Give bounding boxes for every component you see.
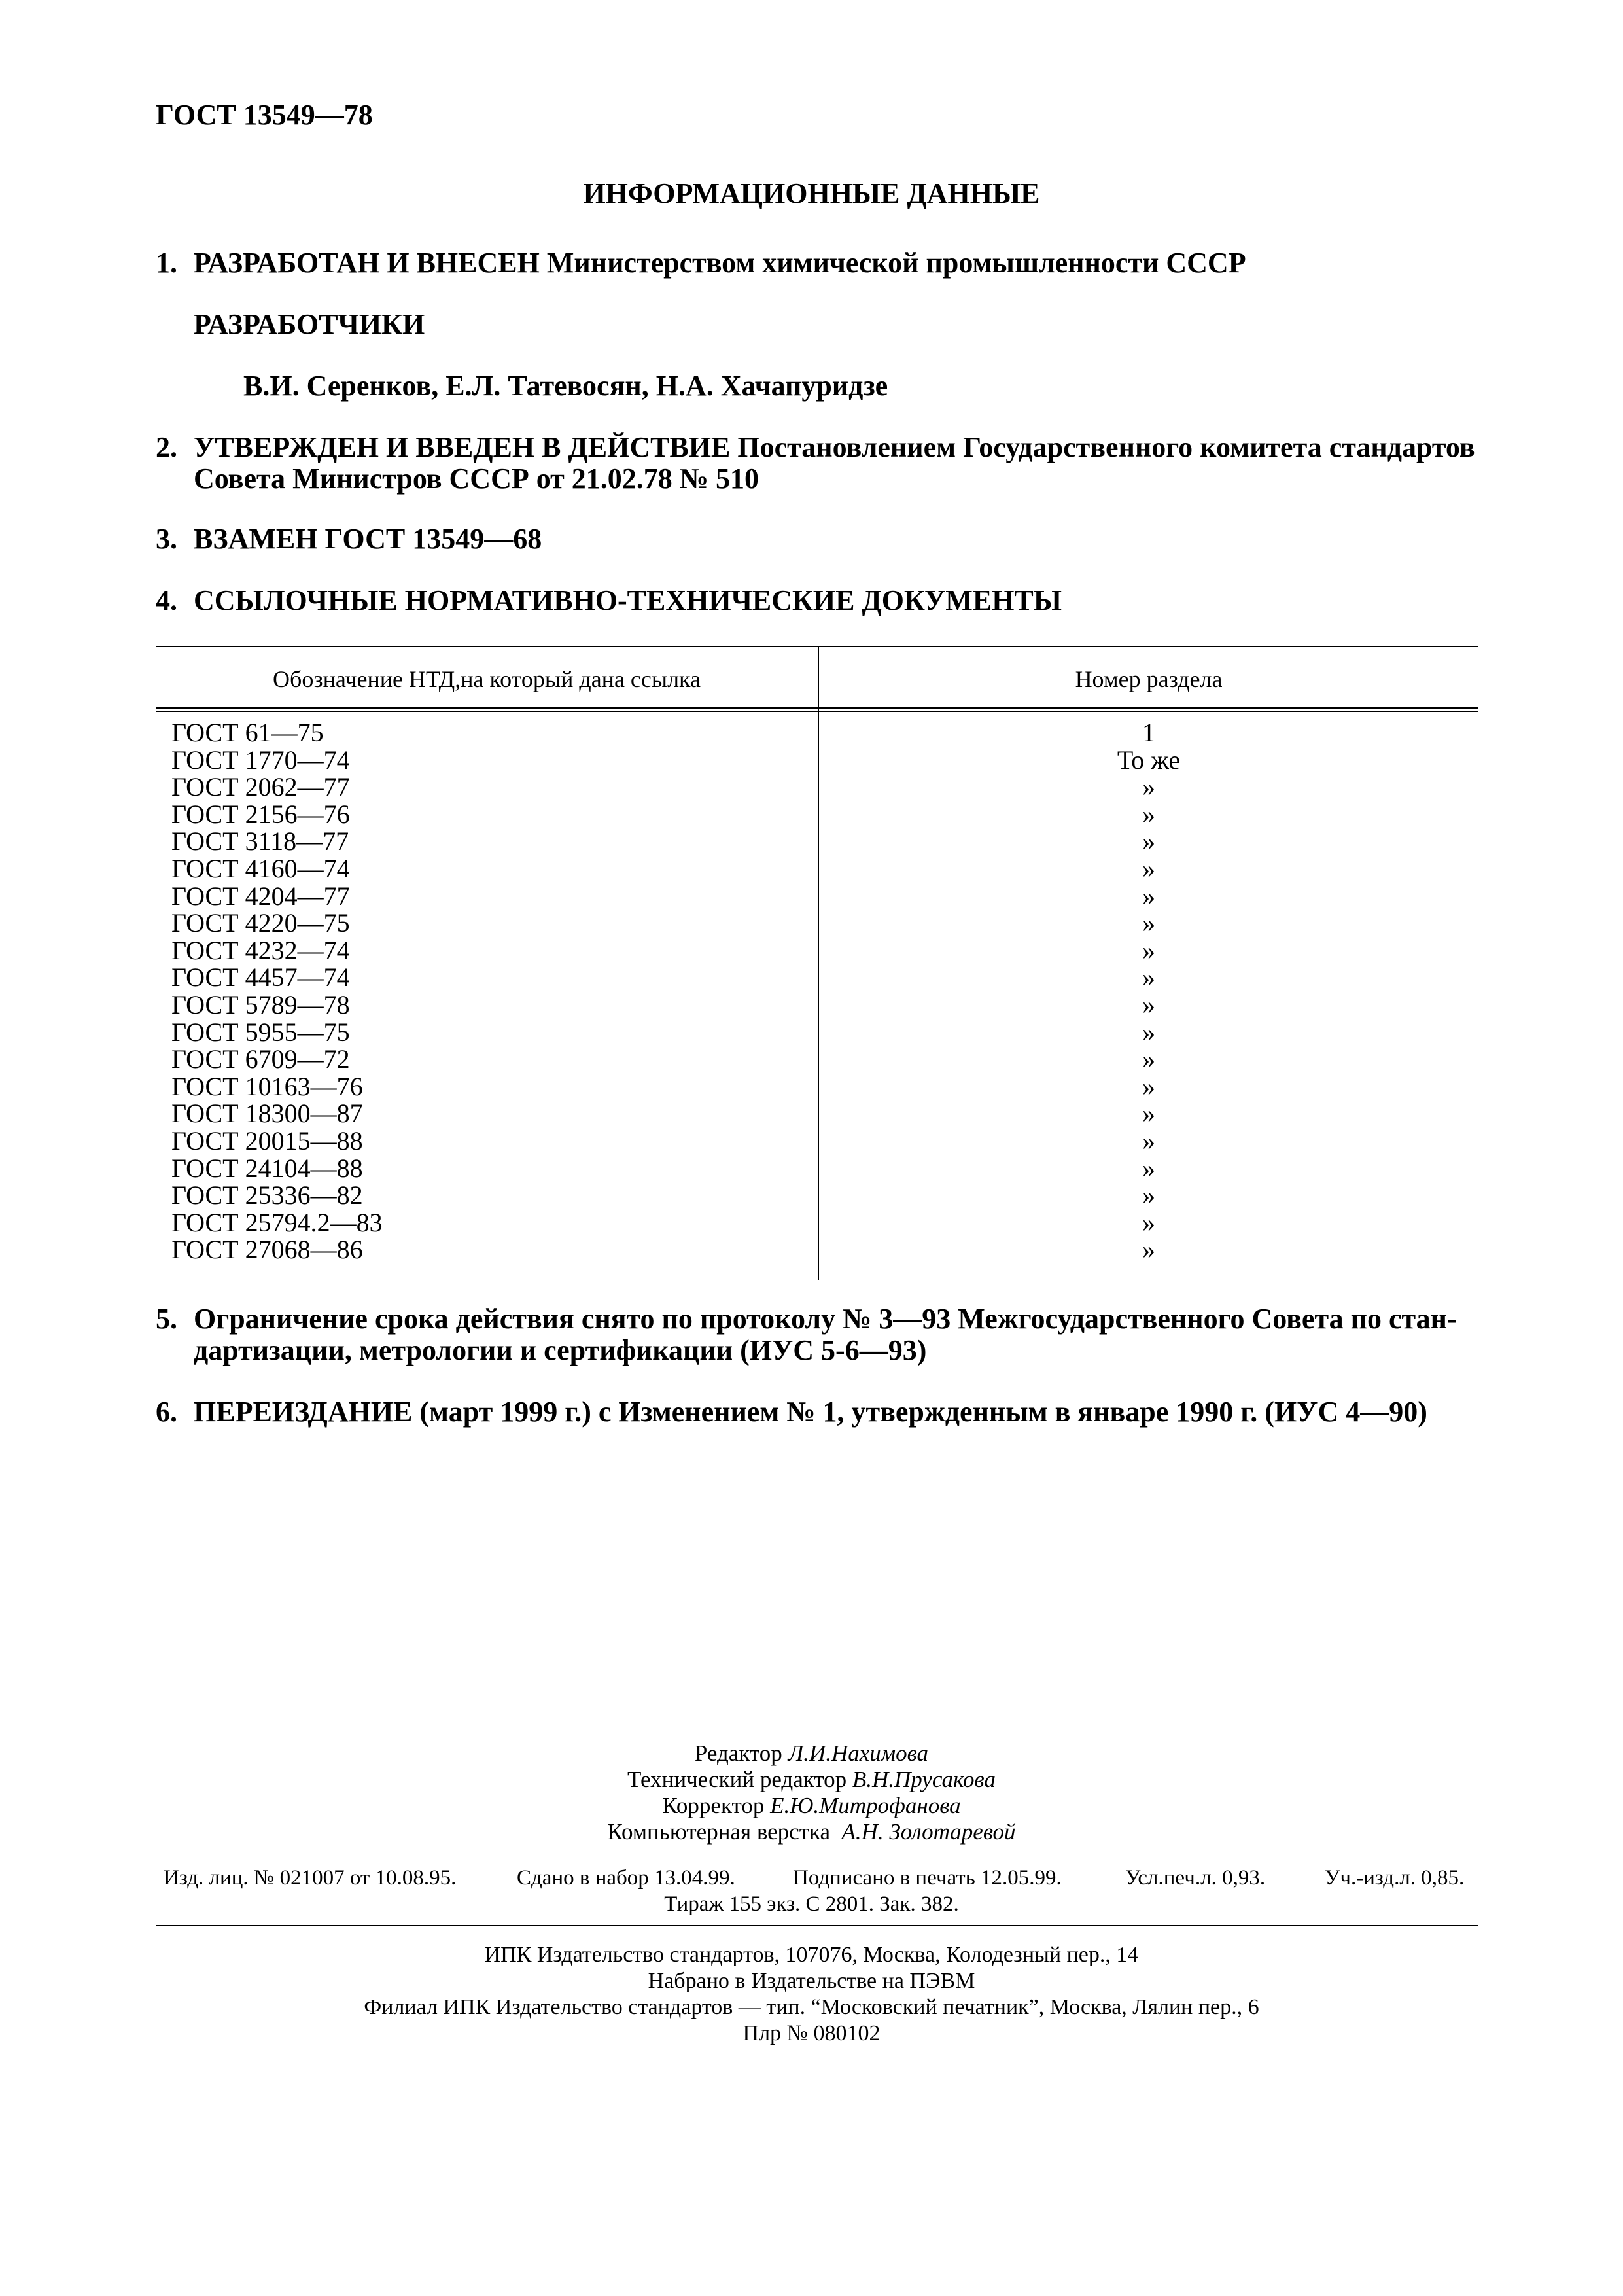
reference-row: ГОСТ 4232—74 — [171, 935, 350, 965]
item-number: 3. — [156, 523, 177, 555]
reference-row: ГОСТ 6709—72 — [171, 1044, 350, 1074]
document-code: ГОСТ 13549—78 — [156, 99, 373, 131]
publisher-sheets: Уч.-изд.л. 0,85. — [1325, 1866, 1465, 1890]
section-row: » — [1142, 826, 1155, 857]
corrector-label: Корректор — [662, 1793, 765, 1818]
reference-row: ГОСТ 1770—74 — [171, 745, 350, 775]
tech-editor-line — [0, 1767, 1623, 1793]
developers-label: РАЗРАБОТЧИКИ — [194, 308, 425, 340]
editor-line — [0, 1740, 1623, 1767]
item-3 — [156, 522, 542, 556]
developers-names: В.И. Серенков, Е.Л. Татевосян, Н.А. Хачапуридзе — [243, 370, 888, 402]
item-1 — [156, 246, 1246, 279]
printer-line-1: ИПК Издательство стандартов, 107076, Москва, Колодезный пер., 14 — [484, 1943, 1139, 1967]
reference-row: ГОСТ 25794.2—83 — [171, 1207, 383, 1237]
section-row: » — [1142, 963, 1155, 993]
reference-row: ГОСТ 24104—88 — [171, 1153, 363, 1183]
reference-row: ГОСТ 18300—87 — [171, 1099, 363, 1129]
section-row: » — [1142, 853, 1155, 883]
table-header-section: Номер раздела — [1075, 666, 1223, 692]
section-row: » — [1142, 1235, 1155, 1265]
reference-row: ГОСТ 4457—74 — [171, 963, 350, 993]
item-number: 1. — [156, 247, 177, 279]
table-header-designation: Обозначение НТД,на который дана ссылка — [273, 666, 701, 692]
typeset-date: Сдано в набор 13.04.99. — [517, 1866, 735, 1890]
reference-row: ГОСТ 2156—76 — [171, 799, 350, 829]
reference-row: ГОСТ 3118—77 — [171, 826, 349, 857]
section-row: 1 — [1142, 718, 1155, 747]
editor-label: Редактор — [694, 1740, 782, 1766]
item-number: 6. — [156, 1396, 177, 1428]
circulation-info: Тираж 155 экз. С 2801. Зак. 382. — [664, 1892, 959, 1916]
license-info: Изд. лиц. № 021007 от 10.08.95. — [164, 1866, 457, 1890]
printer-line-3: Филиал ИПК Издательство стандартов — тип. “Московский печатник”, Москва, Лялин пер., 6 — [364, 1995, 1259, 2019]
corrector-line — [0, 1793, 1623, 1819]
section-row: » — [1142, 1017, 1155, 1047]
print-sheets: Усл.печ.л. 0,93. — [1125, 1866, 1266, 1890]
table-top-rule — [156, 646, 1478, 647]
editorial-credits — [0, 1740, 1623, 1845]
page-title: ИНФОРМАЦИОННЫЕ ДАННЫЕ — [583, 177, 1040, 209]
item-text: ВЗАМЕН ГОСТ 13549—68 — [194, 523, 542, 555]
tech-editor-name: В.Н.Прусакова — [852, 1767, 996, 1792]
item-text: Министерством химической промышленности СССР — [546, 247, 1246, 279]
item-number: 5. — [156, 1303, 177, 1335]
reference-row: ГОСТ 4160—74 — [171, 853, 350, 883]
reference-table — [156, 646, 1478, 1282]
item-text: ПЕРЕИЗДАНИЕ (март 1999 г.) с Изменением № 1, утвержденным в январе 1990 г. (ИУС 4—90) — [194, 1396, 1427, 1428]
item-lead: УТВЕРЖДЕН И ВВЕДЕН В ДЕЙСТВИЕ — [194, 431, 731, 463]
reference-row: ГОСТ 25336—82 — [171, 1180, 363, 1210]
footer-rule — [156, 1925, 1478, 1926]
section-row: » — [1142, 1044, 1155, 1074]
section-row: » — [1142, 799, 1155, 829]
section-row: » — [1142, 1207, 1155, 1237]
item-lead: РАЗРАБОТАН И ВНЕСЕН — [194, 247, 540, 279]
printer-line-4: Плр № 080102 — [742, 2021, 881, 2045]
item-text: Ограничение срока действия снято по протоколу № 3—93 Межгосударственного Совета по стан- — [194, 1303, 1457, 1335]
section-row: » — [1142, 1153, 1155, 1183]
section-row: » — [1142, 1180, 1155, 1210]
section-row: То же — [1117, 745, 1181, 775]
reference-row: ГОСТ 10163—76 — [171, 1071, 363, 1101]
section-row: » — [1142, 1099, 1155, 1129]
section-row: » — [1142, 908, 1155, 938]
section-row: » — [1142, 1071, 1155, 1101]
section-row: » — [1142, 772, 1155, 802]
corrector-name: Е.Ю.Митрофанова — [770, 1793, 961, 1818]
section-list — [819, 719, 1478, 1263]
tech-editor-label: Технический редактор — [627, 1767, 847, 1792]
signed-date: Подписано в печать 12.05.99. — [793, 1866, 1062, 1890]
reference-row: ГОСТ 4204—77 — [171, 881, 350, 911]
reference-list — [171, 719, 383, 1263]
item-5 — [156, 1302, 1457, 1335]
reference-row: ГОСТ 5789—78 — [171, 989, 350, 1019]
item-2-line2: Совета Министров СССР от 21.02.78 № 510 — [194, 463, 759, 495]
reference-row: ГОСТ 20015—88 — [171, 1125, 363, 1156]
reference-row: ГОСТ 27068—86 — [171, 1235, 363, 1265]
reference-row: ГОСТ 4220—75 — [171, 908, 350, 938]
printer-info — [0, 1942, 1623, 2047]
item-number: 2. — [156, 431, 177, 463]
table-header-rule-double — [156, 711, 1478, 712]
reference-row: ГОСТ 61—75 — [171, 718, 324, 747]
item-5-line2: дартизации, метрологии и сертификации (ИУС 5-6—93) — [194, 1334, 927, 1366]
section-row: » — [1142, 989, 1155, 1019]
item-text: Постановлением Государственного комитета стандартов — [737, 431, 1475, 463]
item-number: 4. — [156, 584, 177, 616]
item-4 — [156, 584, 1062, 617]
layout-label: Компьютерная верстка — [607, 1819, 831, 1845]
layout-name: А.Н. Золотаревой — [841, 1819, 1016, 1845]
reference-row: ГОСТ 2062—77 — [171, 772, 350, 802]
item-text: ССЫЛОЧНЫЕ НОРМАТИВНО-ТЕХНИЧЕСКИЕ ДОКУМЕНТЫ — [194, 584, 1062, 616]
layout-line — [0, 1819, 1623, 1845]
item-2 — [156, 431, 1475, 464]
printer-line-2: Набрано в Издательстве на ПЭВМ — [648, 1969, 975, 1993]
editor-name: Л.И.Нахимова — [788, 1740, 929, 1766]
section-row: » — [1142, 935, 1155, 965]
item-6 — [156, 1395, 1427, 1428]
table-header-rule — [156, 707, 1478, 709]
reference-row: ГОСТ 5955—75 — [171, 1017, 350, 1047]
section-row: » — [1142, 881, 1155, 911]
section-row: » — [1142, 1125, 1155, 1156]
